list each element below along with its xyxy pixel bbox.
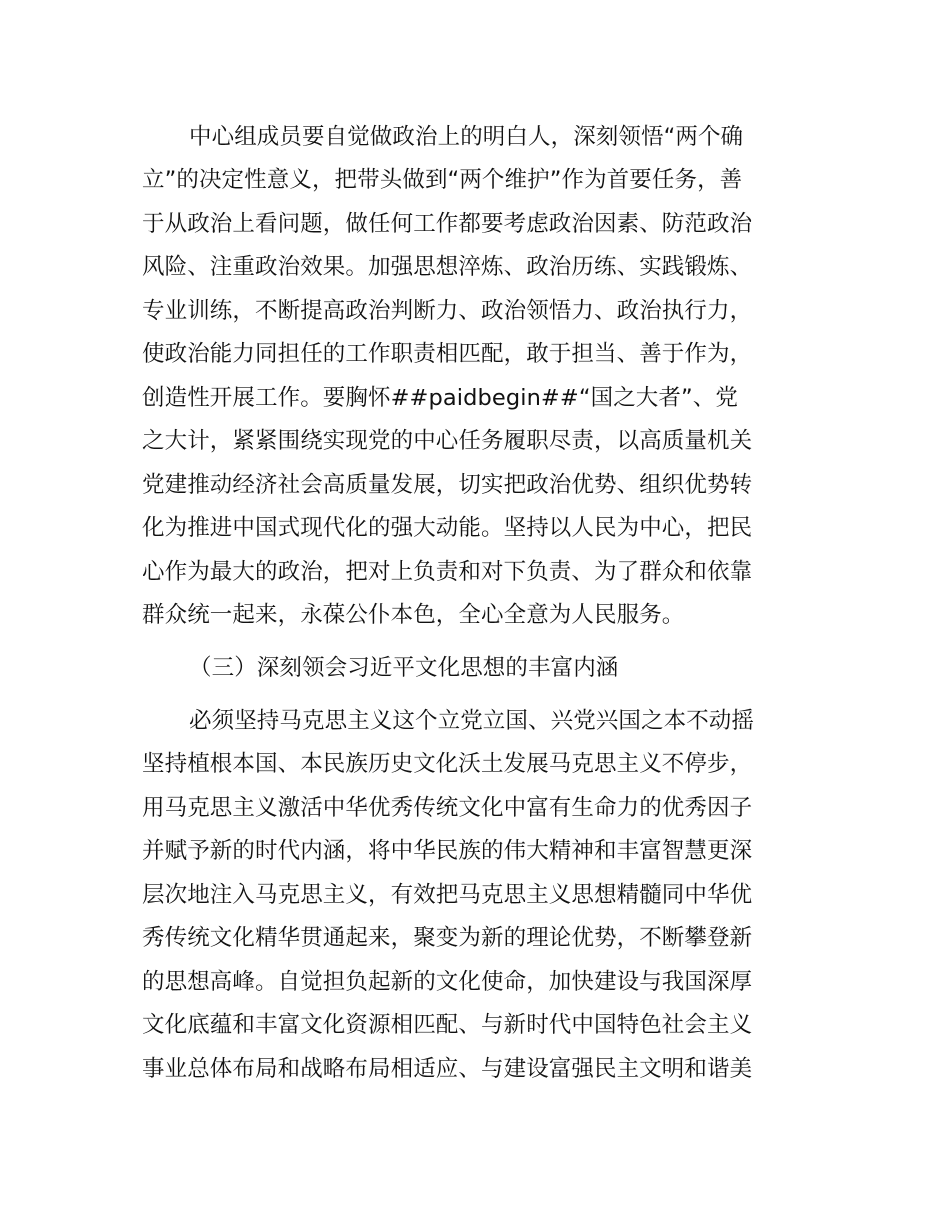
paragraph-2-line: 文化底蕴和丰富文化资源相匹配、与新时代中国特色社会主义: [142, 1012, 753, 1038]
paragraph-1-line: 专业训练，不断提高政治判断力、政治领悟力、政治执行力，: [142, 298, 753, 324]
section-heading: （三）深刻领会习近平文化思想的丰富内涵: [189, 655, 619, 681]
paragraph-1-line: 中心组成员要自觉做政治上的明白人，深刻领悟“两个确: [189, 124, 744, 150]
paragraph-1-line: 心作为最大的政治，把对上负责和对下负责、为了群众和依靠: [142, 559, 753, 585]
paragraph-1-line: 之大计，紧紧围绕实现党的中心任务履职尽责，以高质量机关: [142, 428, 753, 454]
paragraph-1-line: 党建推动经济社会高质量发展，切实把政治优势、组织优势转: [142, 472, 753, 498]
paragraph-1-line: 创造性开展工作。要胸怀##paidbegin##“国之大者”、党: [142, 385, 738, 411]
paragraph-1-line: 化为推进中国式现代化的强大动能。坚持以人民为中心，把民: [142, 515, 753, 541]
paragraph-2-line: 的思想高峰。自觉担负起新的文化使命，加快建设与我国深厚: [142, 969, 753, 995]
paragraph-2-line: 秀传统文化精华贯通起来，聚变为新的理论优势，不断攀登新: [142, 925, 753, 951]
paragraph-1-line: 风险、注重政治效果。加强思想淬炼、政治历练、实践锻炼、: [142, 254, 753, 280]
paragraph-2-line: 事业总体布局和战略布局相适应、与建设富强民主文明和谐美: [142, 1056, 753, 1082]
paragraph-1-line: 立”的决定性意义，把带头做到“两个维护”作为首要任务，善: [142, 167, 743, 193]
paragraph-2-line: 并赋予新的时代内涵，将中华民族的伟大精神和丰富智慧更深: [142, 838, 753, 864]
paragraph-2-line: 必须坚持马克思主义这个立党立国、兴党兴国之本不动摇: [189, 708, 755, 734]
paragraph-2-line: 用马克思主义激活中华优秀传统文化中富有生命力的优秀因子: [142, 795, 753, 821]
paragraph-1-line: 于从政治上看问题，做任何工作都要考虑政治因素、防范政治: [142, 211, 753, 237]
paragraph-2-line: 坚持植根本国、本民族历史文化沃土发展马克思主义不停步，: [142, 751, 753, 777]
paragraph-1-line: 群众统一起来，永葆公仆本色，全心全意为人民服务。: [142, 602, 685, 628]
paragraph-1-line: 使政治能力同担任的工作职责相匹配，敢于担当、善于作为，: [142, 341, 753, 367]
paragraph-2-line: 层次地注入马克思主义，有效把马克思主义思想精髓同中华优: [142, 882, 753, 908]
